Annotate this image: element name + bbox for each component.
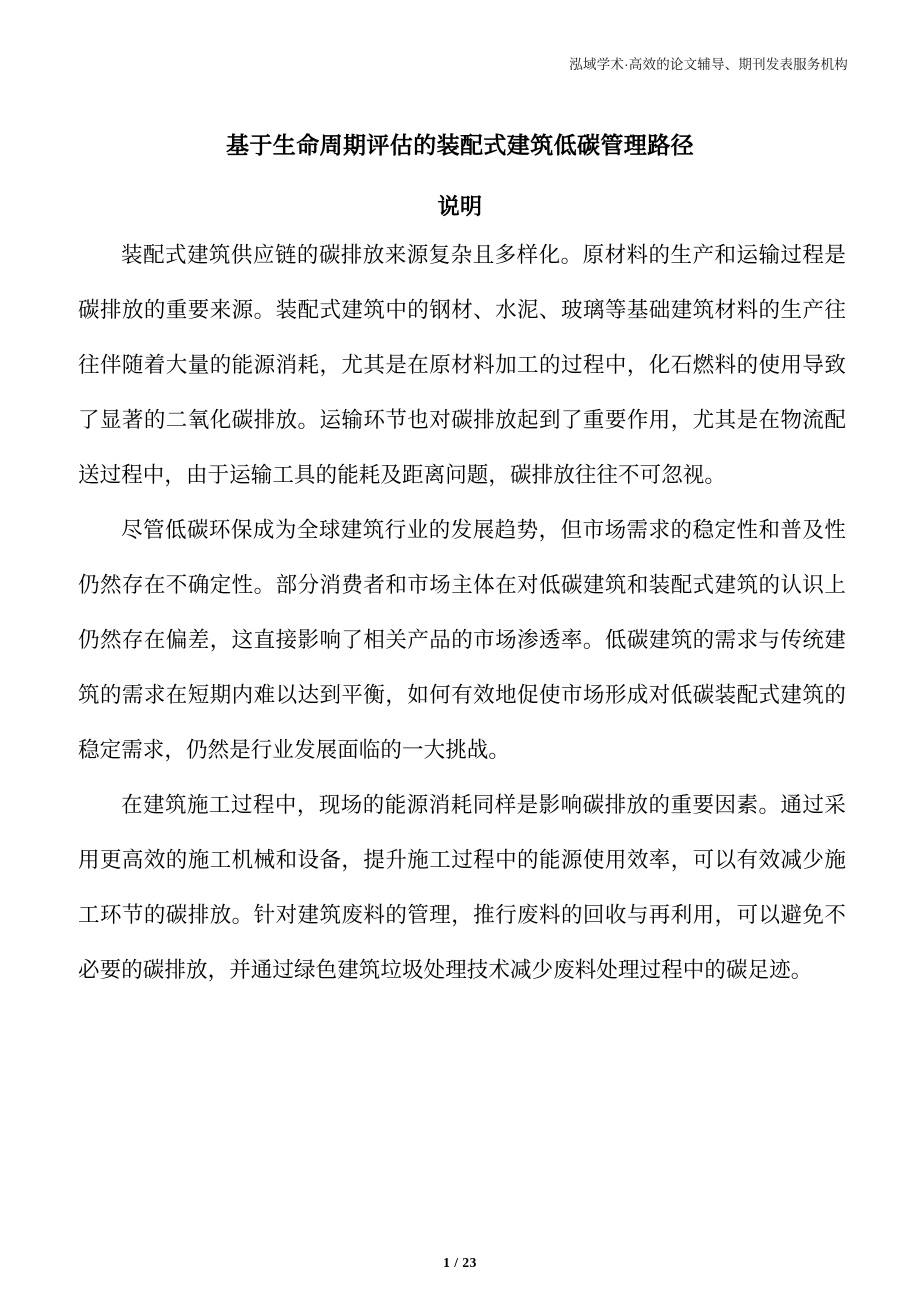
page-number: 1 / 23 <box>443 1255 477 1270</box>
body-paragraph: 尽管低碳环保成为全球建筑行业的发展趋势，但市场需求的稳定性和普及性仍然存在不确定性。部分消费者和市场主体在对低碳建筑和装配式建筑的认识上仍然存在偏差，这直接影响了相关产品的市场渗透率。低碳建筑的需求与传统建筑的需求在短期内难以达到平衡，如何有效地促使市场形成对低碳装配式建筑的稳定需求，仍然是行业发展面临的一大挑战。 <box>78 518 846 762</box>
section-subtitle: 说明 <box>437 194 483 220</box>
body-text <box>78 228 846 998</box>
body-paragraph: 在建筑施工过程中，现场的能源消耗同样是影响碳排放的重要因素。通过采用更高效的施工机械和设备，提升施工过程中的能源使用效率，可以有效减少施工环节的碳排放。针对建筑废料的管理，推行废料的回收与再利用，可以避免不必要的碳排放，并通过绿色建筑垃圾处理技术减少废料处理过程中的碳足迹。 <box>78 793 846 982</box>
page-title: 基于生命周期评估的装配式建筑低碳管理路径 <box>226 132 694 159</box>
running-header: 泓域学术·高效的论文辅导、期刊发表服务机构 <box>569 57 848 72</box>
body-paragraph: 装配式建筑供应链的碳排放来源复杂且多样化。原材料的生产和运输过程是碳排放的重要来源。装配式建筑中的钢材、水泥、玻璃等基础建筑材料的生产往往伴随着大量的能源消耗，尤其是在原材料加工的过程中，化石燃料的使用导致了显著的二氧化碳排放。运输环节也对碳排放起到了重要作用，尤其是在物流配送过程中，由于运输工具的能耗及距离问题，碳排放往往不可忽视。 <box>78 243 846 487</box>
